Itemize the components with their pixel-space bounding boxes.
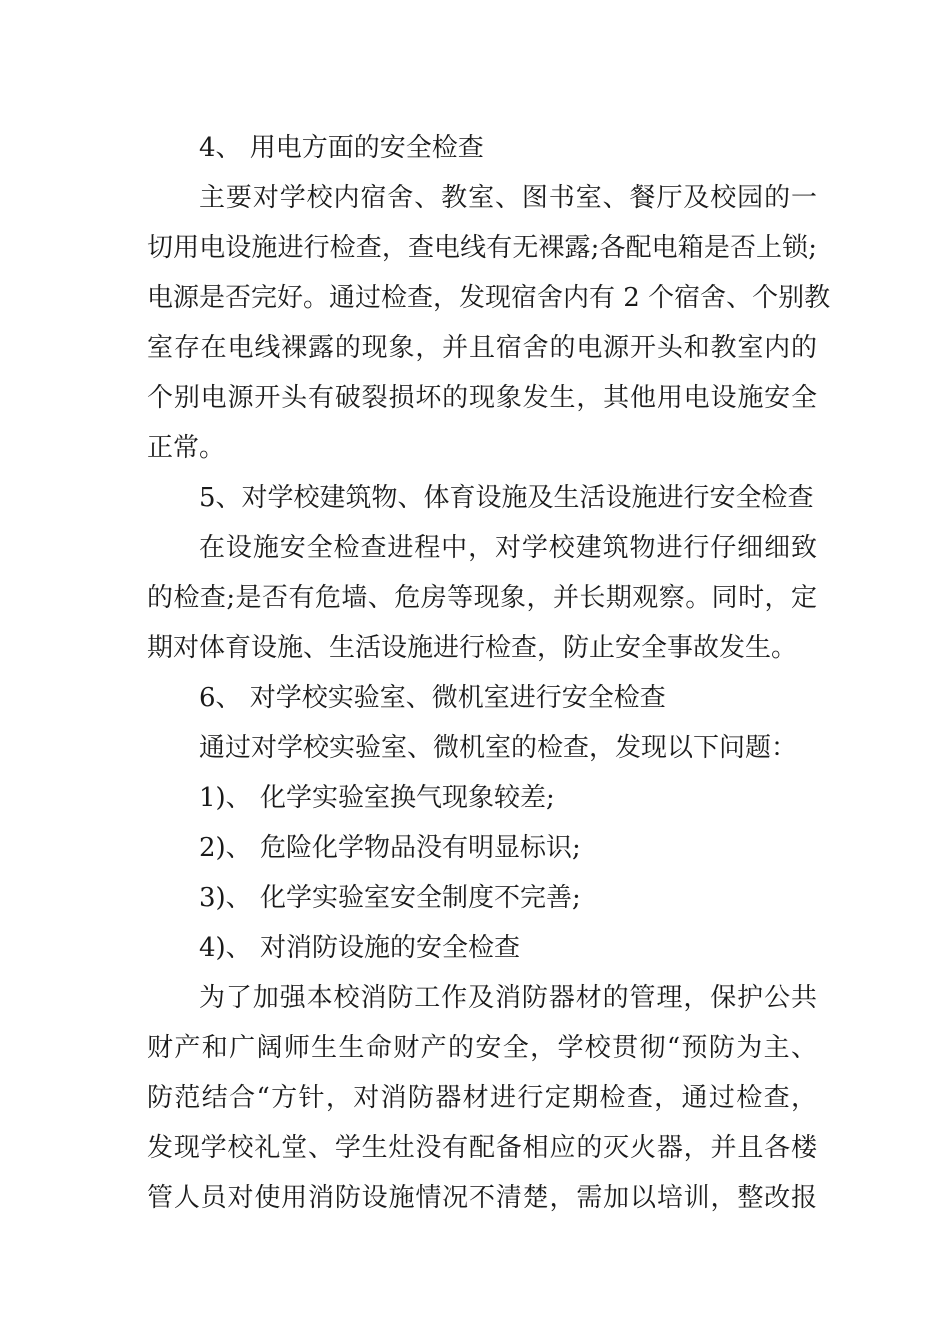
text-line: 4、 用电方面的安全检查 (199, 133, 484, 163)
text-line: 主要对学校内宿舍、教室、图书室、餐厅及校园的一 (199, 183, 817, 213)
text-line: 期对体育设施、生活设施进行检查，防止安全事故发生。 (147, 633, 798, 663)
text-line: 财产和广阔师生生命财产的安全，学校贯彻“预防为主、 (147, 1033, 817, 1063)
text-line: 防范结合“方针，对消防器材进行定期检查，通过检查， (147, 1083, 817, 1113)
text-line: 3)、 化学实验室安全制度不完善; (199, 883, 581, 913)
text-line: 5、对学校建筑物、体育设施及生活设施进行安全检查 (199, 483, 814, 513)
document-body (147, 123, 831, 1223)
text-line: 发现学校礼堂、学生灶没有配备相应的灭火器，并且各楼 (147, 1133, 817, 1163)
text-line: 个别电源开头有破裂损坏的现象发生，其他用电设施安全 (147, 383, 817, 413)
text-line: 1)、 化学实验室换气现象较差; (199, 783, 555, 813)
text-line: 管人员对使用消防设施情况不清楚，需加以培训，整改报 (147, 1183, 817, 1213)
text-line: 切用电设施进行检查，查电线有无裸露;各配电箱是否上锁; (147, 233, 817, 263)
text-line: 的检查;是否有危墙、危房等现象，并长期观察。同时，定 (147, 583, 817, 613)
text-line: 室存在电线裸露的现象，并且宿舍的电源开头和教室内的 (147, 333, 817, 363)
text-line: 通过对学校实验室、微机室的检查，发现以下问题： (199, 733, 798, 763)
text-line: 电源是否完好。通过检查，发现宿舍内有 2 个宿舍、个别教 (147, 283, 831, 313)
text-line: 6、 对学校实验室、微机室进行安全检查 (199, 683, 666, 713)
text-line: 在设施安全检查进程中，对学校建筑物进行仔细细致 (199, 533, 817, 563)
text-line: 2)、 危险化学物品没有明显标识; (199, 833, 581, 863)
text-line: 正常。 (147, 433, 226, 463)
text-line: 为了加强本校消防工作及消防器材的管理，保护公共 (199, 983, 817, 1013)
text-line: 4)、 对消防设施的安全检查 (199, 933, 520, 963)
